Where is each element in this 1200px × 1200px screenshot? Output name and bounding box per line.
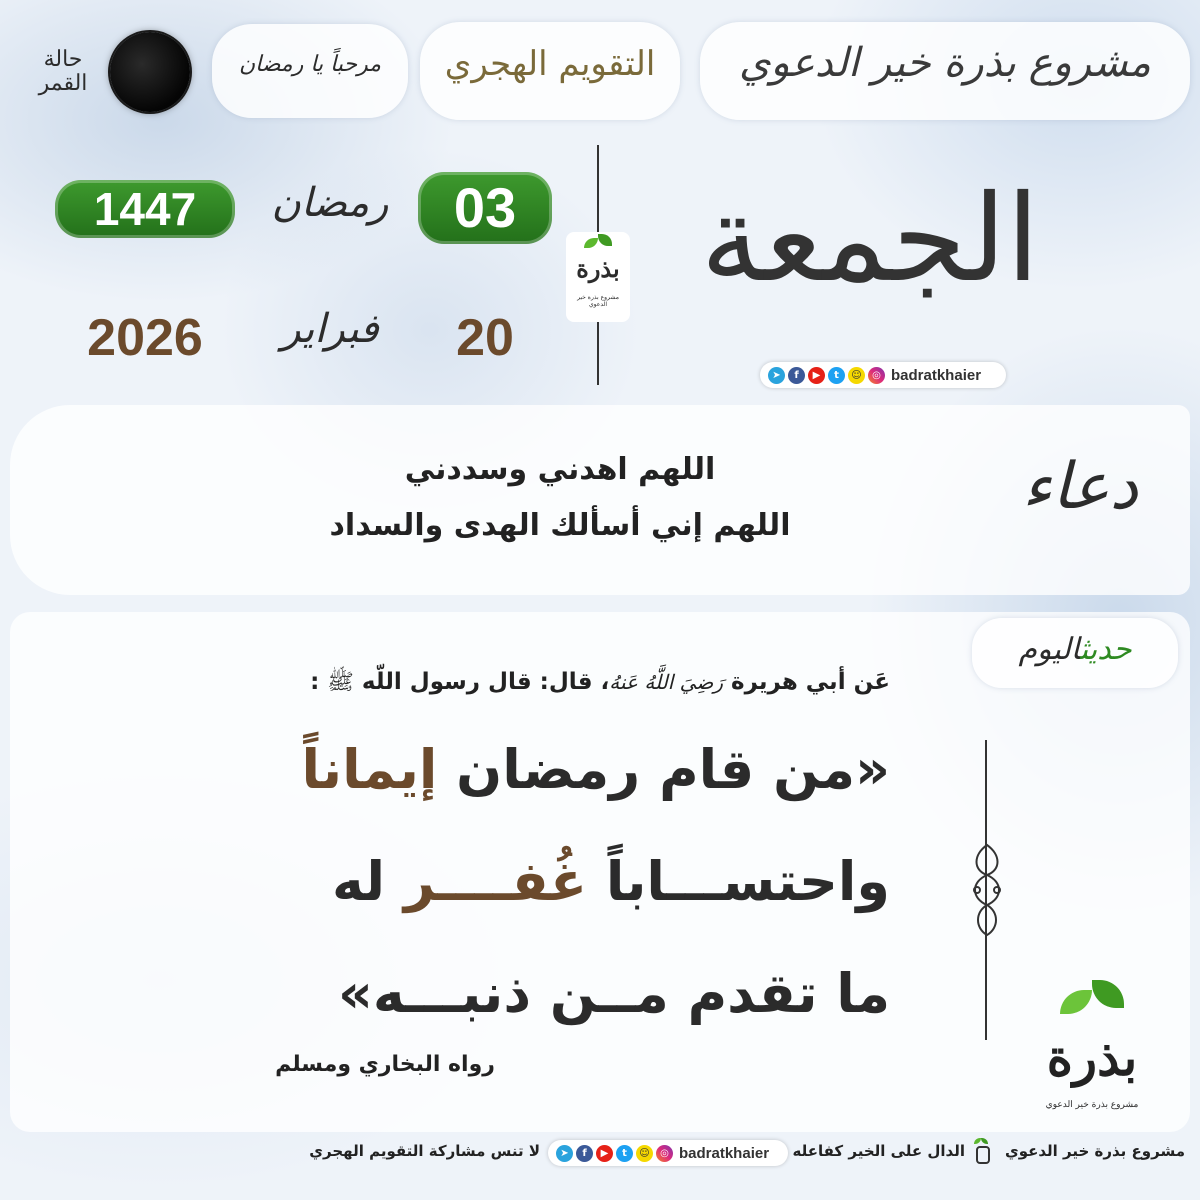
hadith-line2-dark2: له [331, 850, 385, 913]
social-handle-top[interactable]: badratkhaier [891, 366, 982, 384]
hadith-intro-middle: ، قال: قال رسول اللّه [361, 669, 610, 695]
hadith-label [975, 632, 1175, 667]
facebook-icon[interactable]: f [788, 367, 805, 384]
greg-year: 2026 [87, 309, 203, 367]
hadith-line2-dark1: واحتســـاباً [605, 850, 890, 913]
logo-small [566, 232, 630, 322]
welcome-ramadan-text: مرحباً يا رمضان [238, 52, 382, 77]
hadith-line1-dark: «من قام رمضان [456, 738, 890, 801]
hijri-year: 1447 [93, 183, 197, 235]
hadith-line2-brown: غُفــــر [403, 850, 587, 913]
hadith-line-1 [200, 738, 890, 801]
calendar-title: التقويم الهجري [444, 44, 656, 84]
footer-share-note: لا تنس مشاركة التقويم الهجري [309, 1142, 540, 1160]
telegram-icon[interactable]: ➤ [768, 367, 785, 384]
logo-small-subtext: مشروع بذرة خير الدعوي [577, 294, 619, 308]
hijri-month: رمضان [271, 180, 389, 226]
footer-project: مشروع بذرة خير الدعوي [1004, 1142, 1185, 1160]
hijri-day-box [418, 172, 552, 244]
snapchat-icon[interactable]: ☺ [848, 367, 865, 384]
hijri-year-box [55, 180, 235, 238]
hadith-intro [310, 668, 890, 700]
youtube-icon[interactable]: ▶ [808, 367, 825, 384]
dua-line-2: اللهم إني أسألك الهدى والسداد [329, 508, 791, 543]
greg-day: 20 [456, 309, 514, 367]
hadith-line-3: ما تقدم مــن ذنبـــه» [338, 962, 890, 1025]
instagram-icon[interactable]: ◎ [656, 1145, 673, 1162]
greg-month: فبراير [281, 306, 379, 352]
logo-large [1032, 980, 1152, 1120]
logo-large-text: بذرة [1046, 1028, 1138, 1087]
footer-motto: الدال على الخير كفاعله [792, 1142, 965, 1160]
youtube-icon[interactable]: ▶ [596, 1145, 613, 1162]
moon-phase-icon [110, 32, 190, 112]
hadith-line-2 [200, 850, 890, 913]
project-title: مشروع بذرة خير الدعوي [739, 40, 1151, 86]
hadith-intro-prefix: عَن أبي هريرة [731, 669, 890, 695]
ornament-icon [965, 840, 1009, 940]
dua-label: دعاء [1021, 450, 1139, 524]
hijri-day: 03 [453, 176, 517, 239]
logo-small-text: بذرة [576, 254, 620, 283]
hadith-line1-brown: إيماناً [301, 738, 438, 801]
honorific-2: ﷺ [327, 670, 354, 695]
sprout-icon [584, 234, 612, 252]
social-bar-bottom [548, 1140, 788, 1166]
social-bar-top [760, 362, 1006, 388]
honorific-1: رَضِيَ اللَّهُ عَنهُ [609, 670, 723, 694]
facebook-icon[interactable]: f [576, 1145, 593, 1162]
day-name: الجمعة [700, 170, 1040, 309]
snapchat-icon[interactable]: ☺ [636, 1145, 653, 1162]
logo-large-subtext: مشروع بذرة خير الدعوي [1045, 1100, 1139, 1110]
twitter-icon[interactable]: t [616, 1145, 633, 1162]
hadith-label-part1: حديث [1079, 632, 1132, 667]
moon-label: حالة القمر [38, 47, 88, 96]
footer-logo-icon [970, 1138, 992, 1164]
hadith-source: رواه البخاري ومسلم [275, 1052, 495, 1077]
telegram-icon[interactable]: ➤ [556, 1145, 573, 1162]
dua-line-1: اللهم اهدني وسددني [404, 452, 716, 487]
hadith-label-part2: اليوم [1018, 632, 1080, 667]
hadith-intro-suffix: : [310, 669, 320, 695]
social-handle-bottom[interactable]: badratkhaier [679, 1144, 770, 1162]
sprout-large-icon [1060, 980, 1124, 1020]
instagram-icon[interactable]: ◎ [868, 367, 885, 384]
twitter-icon[interactable]: t [828, 367, 845, 384]
